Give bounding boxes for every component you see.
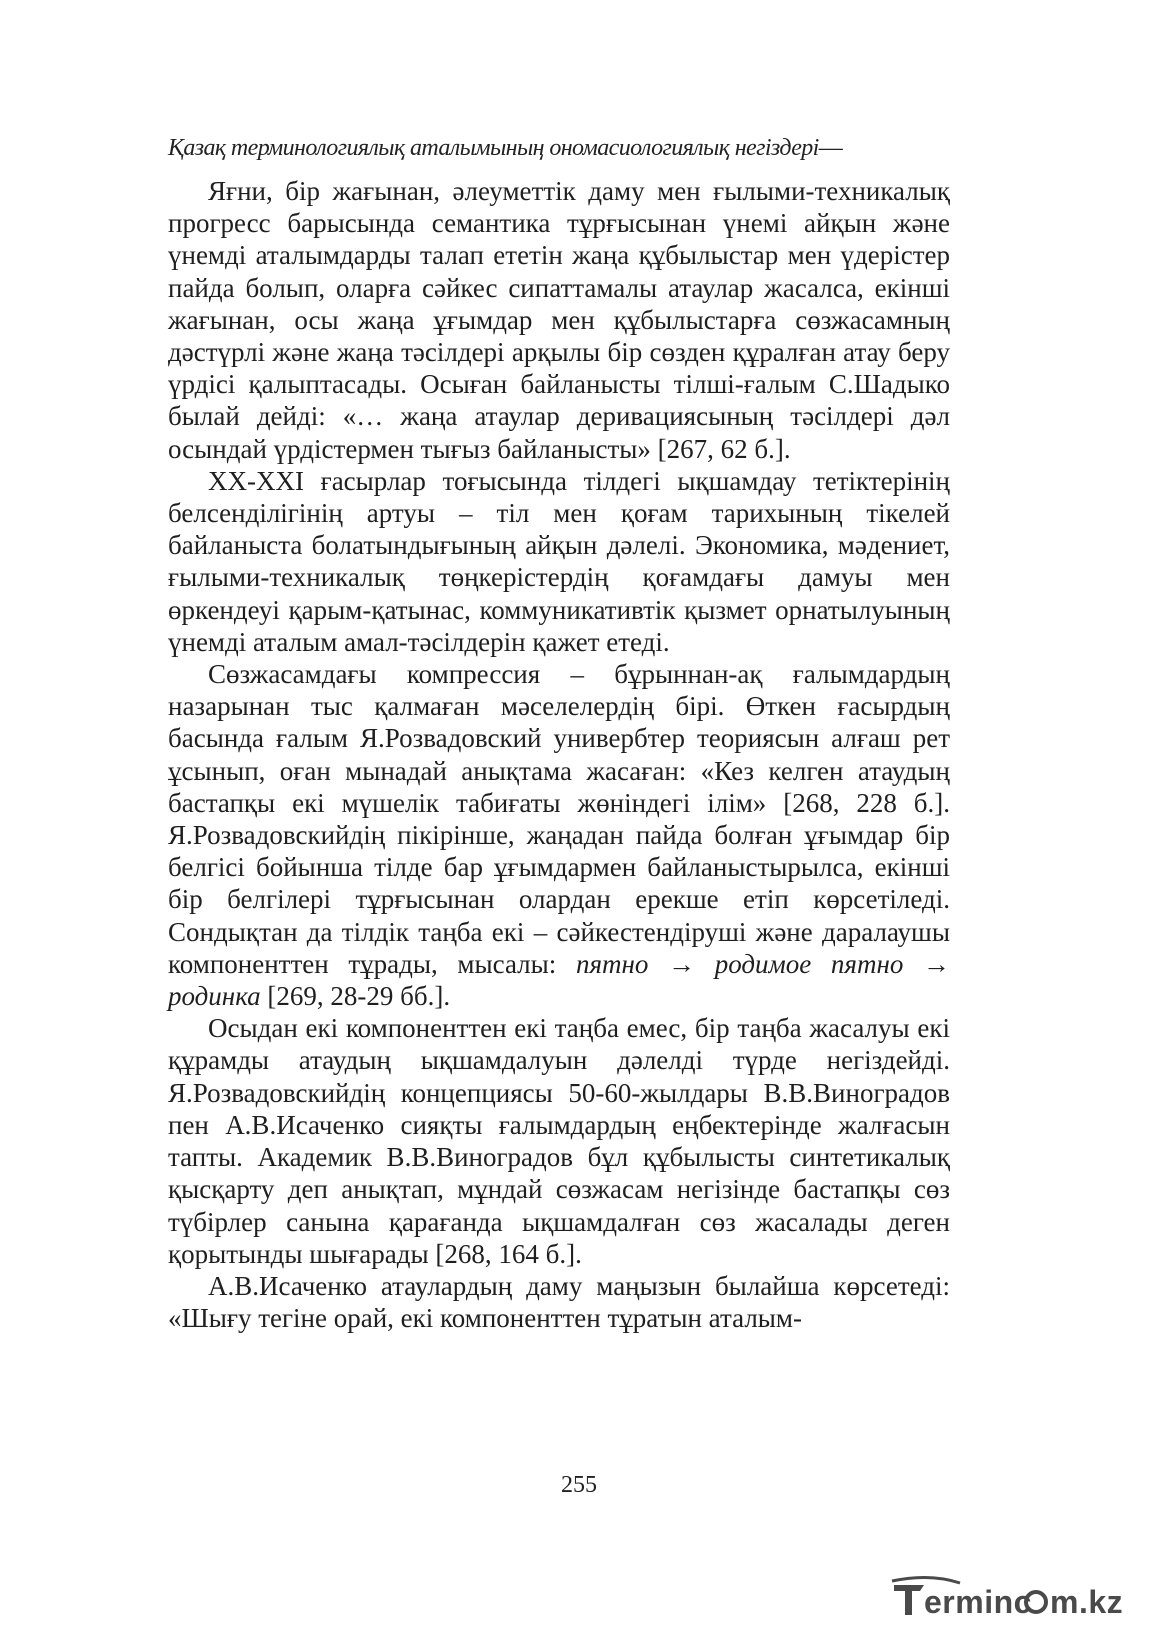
watermark-logo — [890, 1575, 1130, 1619]
termincom-logo-icon — [890, 1575, 1130, 1619]
paragraph-3-example: пятно → родимое пятно → родинка — [168, 948, 951, 1012]
svg-text:erminc: erminc — [924, 1584, 1032, 1619]
page-number: 255 — [561, 1472, 597, 1498]
body-text — [168, 175, 950, 1334]
paragraph-3 — [168, 658, 950, 1012]
paragraph-5: А.В.Исаченко атаулардың даму маңызын былайша көрсетеді: «Шығу тегіне орай, екі компоненттен тұратын аталым- — [168, 1270, 950, 1334]
running-head-title: Қазақ терминологиялық аталымының ономасиологиялық негіздері — [168, 135, 819, 161]
paragraph-3-text: Сөзжасамдағы компрессия – бұрыннан-ақ ғалымдардың назарынан тыс қалмаған мәселелердің бірі. Өткен ғасырдың басында ғалым Я.Розвадовский универбтер теориясын алғаш рет ұсынып, оған мынадай анықтама жасаған: «Кез келген атаудың бастапқы екі мүшелік табиғаты жөніндегі ілім» [268, 228 б.]. Я.Розвадовскийдің пікірінше, жаңадан пайда болған ұғымдар бір белгісі бойынша тілде бар ұғымдармен байланыстырылса, екінші бір белгілері тұрғысынан олардан ерекше етіп көрсетіледі. Сондықтан да тілдік таңба екі – сәйкестендіруші және даралаушы компоненттен тұрады, мысалы: — [168, 659, 950, 979]
running-head-dash: — — [818, 135, 843, 161]
paragraph-3-reference: [269, 28-29 бб.]. — [267, 981, 451, 1012]
paragraph-2: XX-XXI ғасырлар тоғысында тілдегі ықшамдау тетіктерінің белсенділігінің артуы – тіл мен қоғам тарихының тікелей байланыста болатындығының айқын дәлелі. Экономика, мәдениет, ғылыми-техникалық төңкерістердің қоғамдағы дамуы мен өркендеуі қарым-қатынас, коммуникативтік қызмет орнатылуының үнемді аталым амал-тәсілдерін қажет етеді. — [168, 465, 950, 657]
svg-text:m.kz: m.kz — [1050, 1584, 1124, 1619]
paragraph-4: Осыдан екі компоненттен екі таңба емес, бір таңба жасалуы екі құрамды атаудың ықшамдалуын дәлелді түрде негіздейді. Я.Розвадовскийдің концепциясы 50-60-жылдары В.В.Виноградов пен А.В.Исаченко сияқты ғалымдардың еңбектерінде жалғасын тапты. Академик В.В.Виноградов бұл құбылысты синтетикалық қысқарту деп анықтап, мұндай сөзжасам негізінде бастапқы сөз түбірлер санына қарағанда ықшамдалған сөз жасалады деген қорытынды шығарады [268, 164 б.]. — [168, 1013, 950, 1269]
running-head — [168, 131, 958, 165]
paragraph-1: Яғни, бір жағынан, әлеуметтік даму мен ғылыми-техникалық прогресс барысында семантика тұрғысынан үнемі айқын және үнемді аталымдарды талап ететін жаңа құбылыстар мен үдерістер пайда болып, оларға сәйкес сипаттамалы атаулар жасалса, екінші жағынан, осы жаңа ұғымдар мен құбылыстарға сөзжасамның дәстүрлі және жаңа тәсілдері арқылы бір сөзден құралған атау беру үрдісі қалыптасады. Осыған байланысты тілші-ғалым С.Шадыко былай дейді: «… жаңа атаулар деривациясының тәсілдері дәл осындай үрдістермен тығыз байланысты» [267, 62 б.]. — [168, 176, 950, 464]
